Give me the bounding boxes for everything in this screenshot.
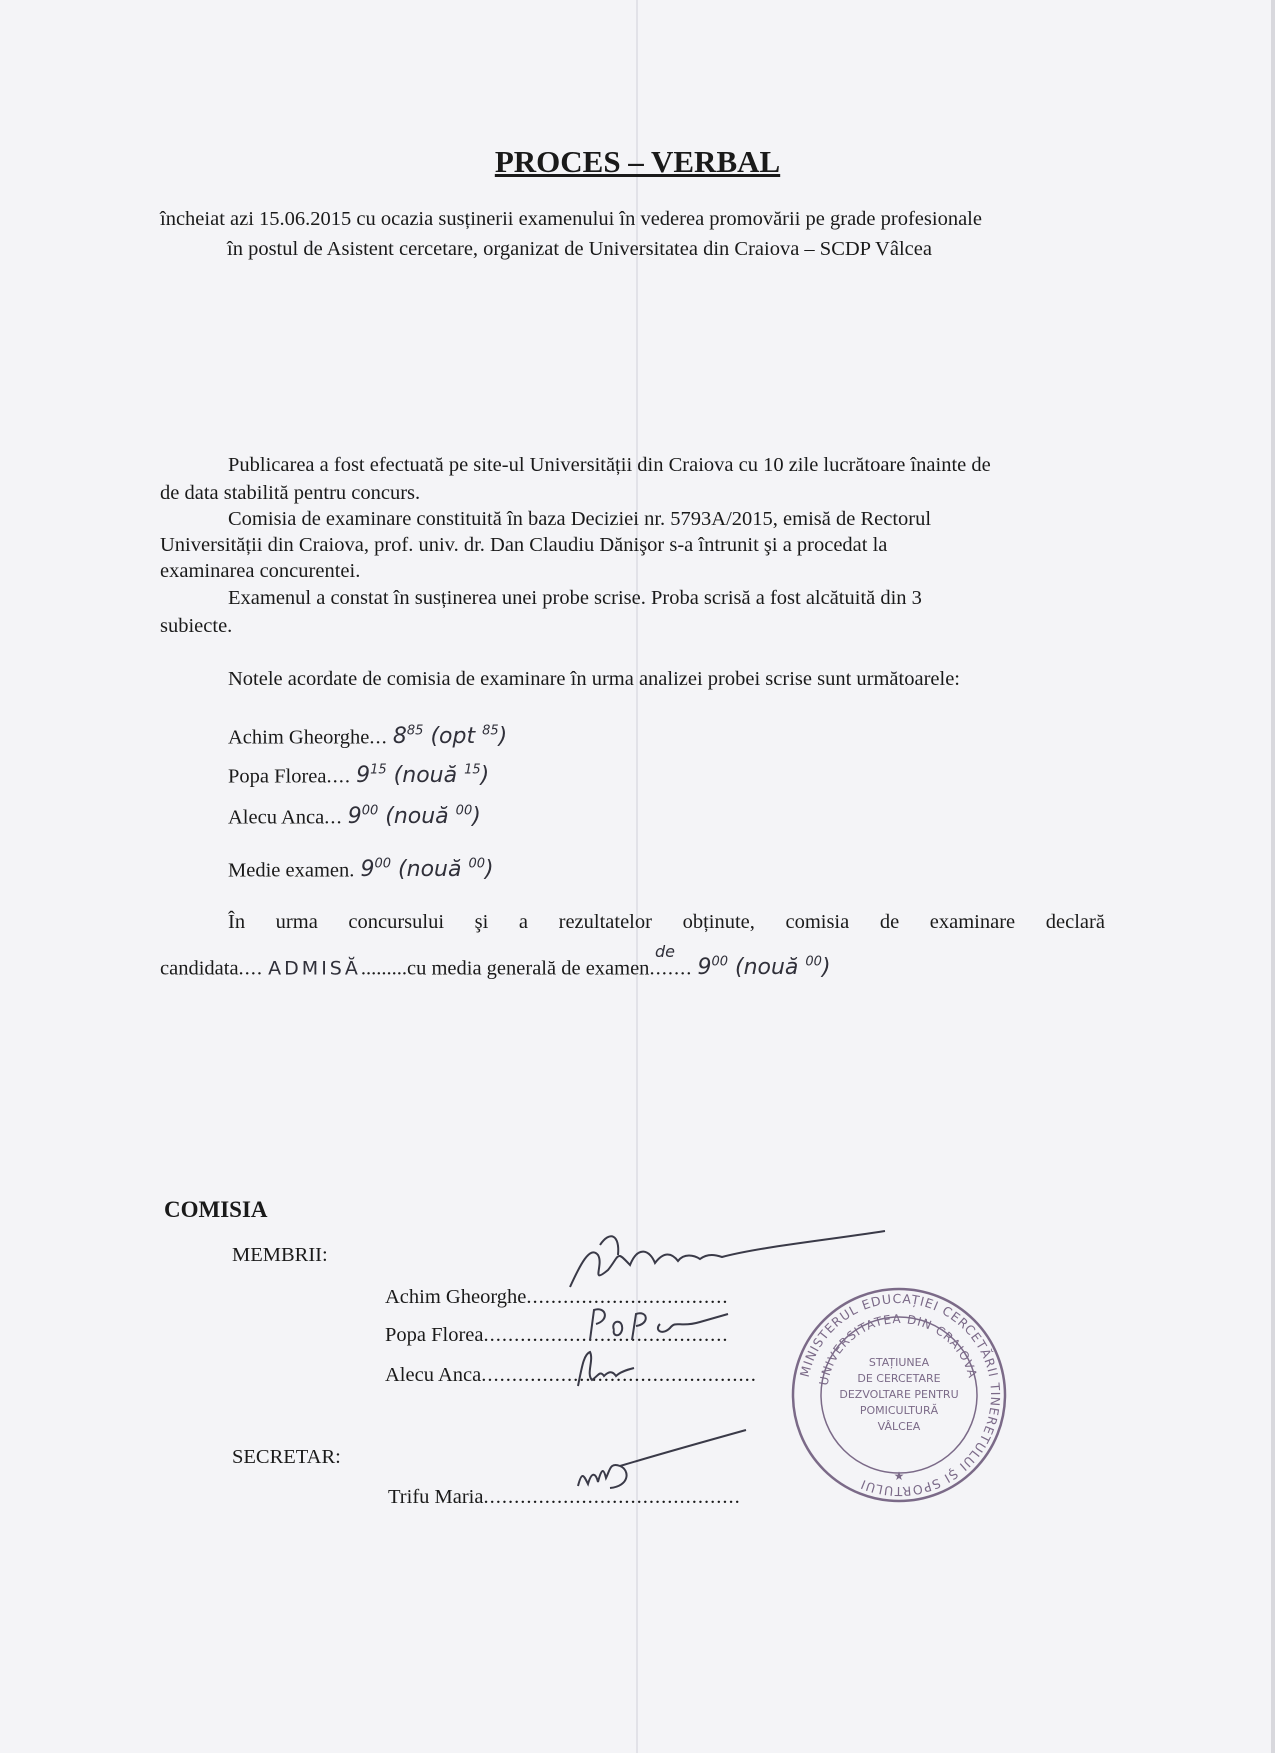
stamp-inner-text: UNIVERSITATEA DIN CRAIOVA [816,1311,980,1387]
intro-line-2: în postul de Asistent cercetare, organizat de Universitatea din Craiova – SCDP Vâlcea [227,238,932,260]
candidate-name: Popa Florea [228,765,327,788]
members-label: MEMBRII: [232,1244,328,1266]
handwritten-mark: $9^{00}$ (nouă $^{00}$) [347,804,481,830]
document-title: PROCES – VERBAL [494,144,781,179]
signature-trifu [570,1426,750,1506]
stamp-center-line-2: DE CERCETARE [857,1372,941,1385]
secretary-label: SECRETAR: [232,1446,341,1468]
paragraph-publication-line-1: Publicarea a fost efectuată pe site-ul Universității din Craiova cu 10 zile lucrătoare înainte de [228,454,991,476]
grade-row-popa: Popa Florea.... $9^{15}$ (nouă $^{15}$) [228,763,490,789]
conclusion-line-1: În urma concursului şi a rezultatelor obținute, comisia de examinare declară [228,911,1105,933]
paragraph-grades-intro: Notele acordate de comisia de examinare în urma analizei probei scrise sunt următoarele: [228,668,960,690]
stamp-center-line-4: POMICULTURĂ [859,1404,939,1417]
secretary-name-row: Trifu Maria.......................................... [388,1486,741,1508]
member-popa: Popa Florea........................................ [385,1324,729,1346]
candidata-label: candidata [160,957,239,980]
paper-edge [1271,0,1275,1753]
stamp-star: ★ [893,1469,905,1483]
grade-row-achim: Achim Gheorghe... $8^{85}$ (opt $^{85}$) [228,724,508,750]
stamp-center-line-5: VÂLCEA [877,1420,921,1433]
paragraph-publication-line-2: de data stabilită pentru concurs. [160,482,421,504]
handwritten-mark: $9^{15}$ (nouă $^{15}$) [356,763,490,789]
candidate-name: Achim Gheorghe [228,726,370,749]
paragraph-commission-line-3: examinarea concurentei. [160,560,361,582]
signature-popa [580,1300,730,1350]
conclusion-line-2: candidata.... ADMISĂ.........cu media generală de examen....... $9^{00}$ (nouă $^{00}$) [160,955,831,981]
commission-heading: COMISIA [164,1197,268,1222]
signature-alecu [572,1346,642,1390]
average-row: Medie examen. $9^{00}$ (nouă $^{00}$) [228,857,494,883]
handwritten-mark: $8^{85}$ (opt $^{85}$) [392,724,508,750]
institution-stamp [788,1284,1010,1506]
paragraph-commission-line-1: Comisia de examinare constituită în baza Deciziei nr. 5793A/2015, emisă de Rectorul [228,508,932,530]
intro-line-1: încheiat azi 15.06.2015 cu ocazia susținerii examenului în vederea promovării pe grade profesionale [160,208,982,230]
candidate-name: Alecu Anca [228,806,325,829]
stamp-center-line-1: STAȚIUNEA [868,1356,930,1369]
handwritten-correction: de [655,942,675,961]
handwritten-mark: $9^{00}$ (nouă $^{00}$) [360,857,494,883]
media-label: .........cu media generală de examen [360,957,650,980]
handwritten-mark: $9^{00}$ (nouă $^{00}$) [697,955,831,981]
stamp-center-line-3: DEZVOLTARE PENTRU [839,1388,959,1401]
member-alecu: Alecu Anca............................................. [385,1364,757,1386]
handwritten-result: ADMISĂ [268,957,361,980]
paragraph-exam-line-1: Examenul a constat în susținerea unei probe scrise. Proba scrisă a fost alcătuită din 3 [228,587,922,609]
member-achim: Achim Gheorghe................................. [385,1286,729,1308]
stamp-outer-text: MINISTERUL EDUCAȚIEI CERCETĂRII TINERETULUI ŞI SPORTULUI [796,1290,1004,1500]
average-label: Medie examen [228,859,350,882]
grade-row-alecu: Alecu Anca... $9^{00}$ (nouă $^{00}$) [228,804,481,830]
paragraph-exam-line-2: subiecte. [160,615,233,637]
paragraph-commission-line-2: Universității din Craiova, prof. univ. dr. Dan Claudiu Dănişor s-a întrunit şi a procedat la [160,534,888,556]
